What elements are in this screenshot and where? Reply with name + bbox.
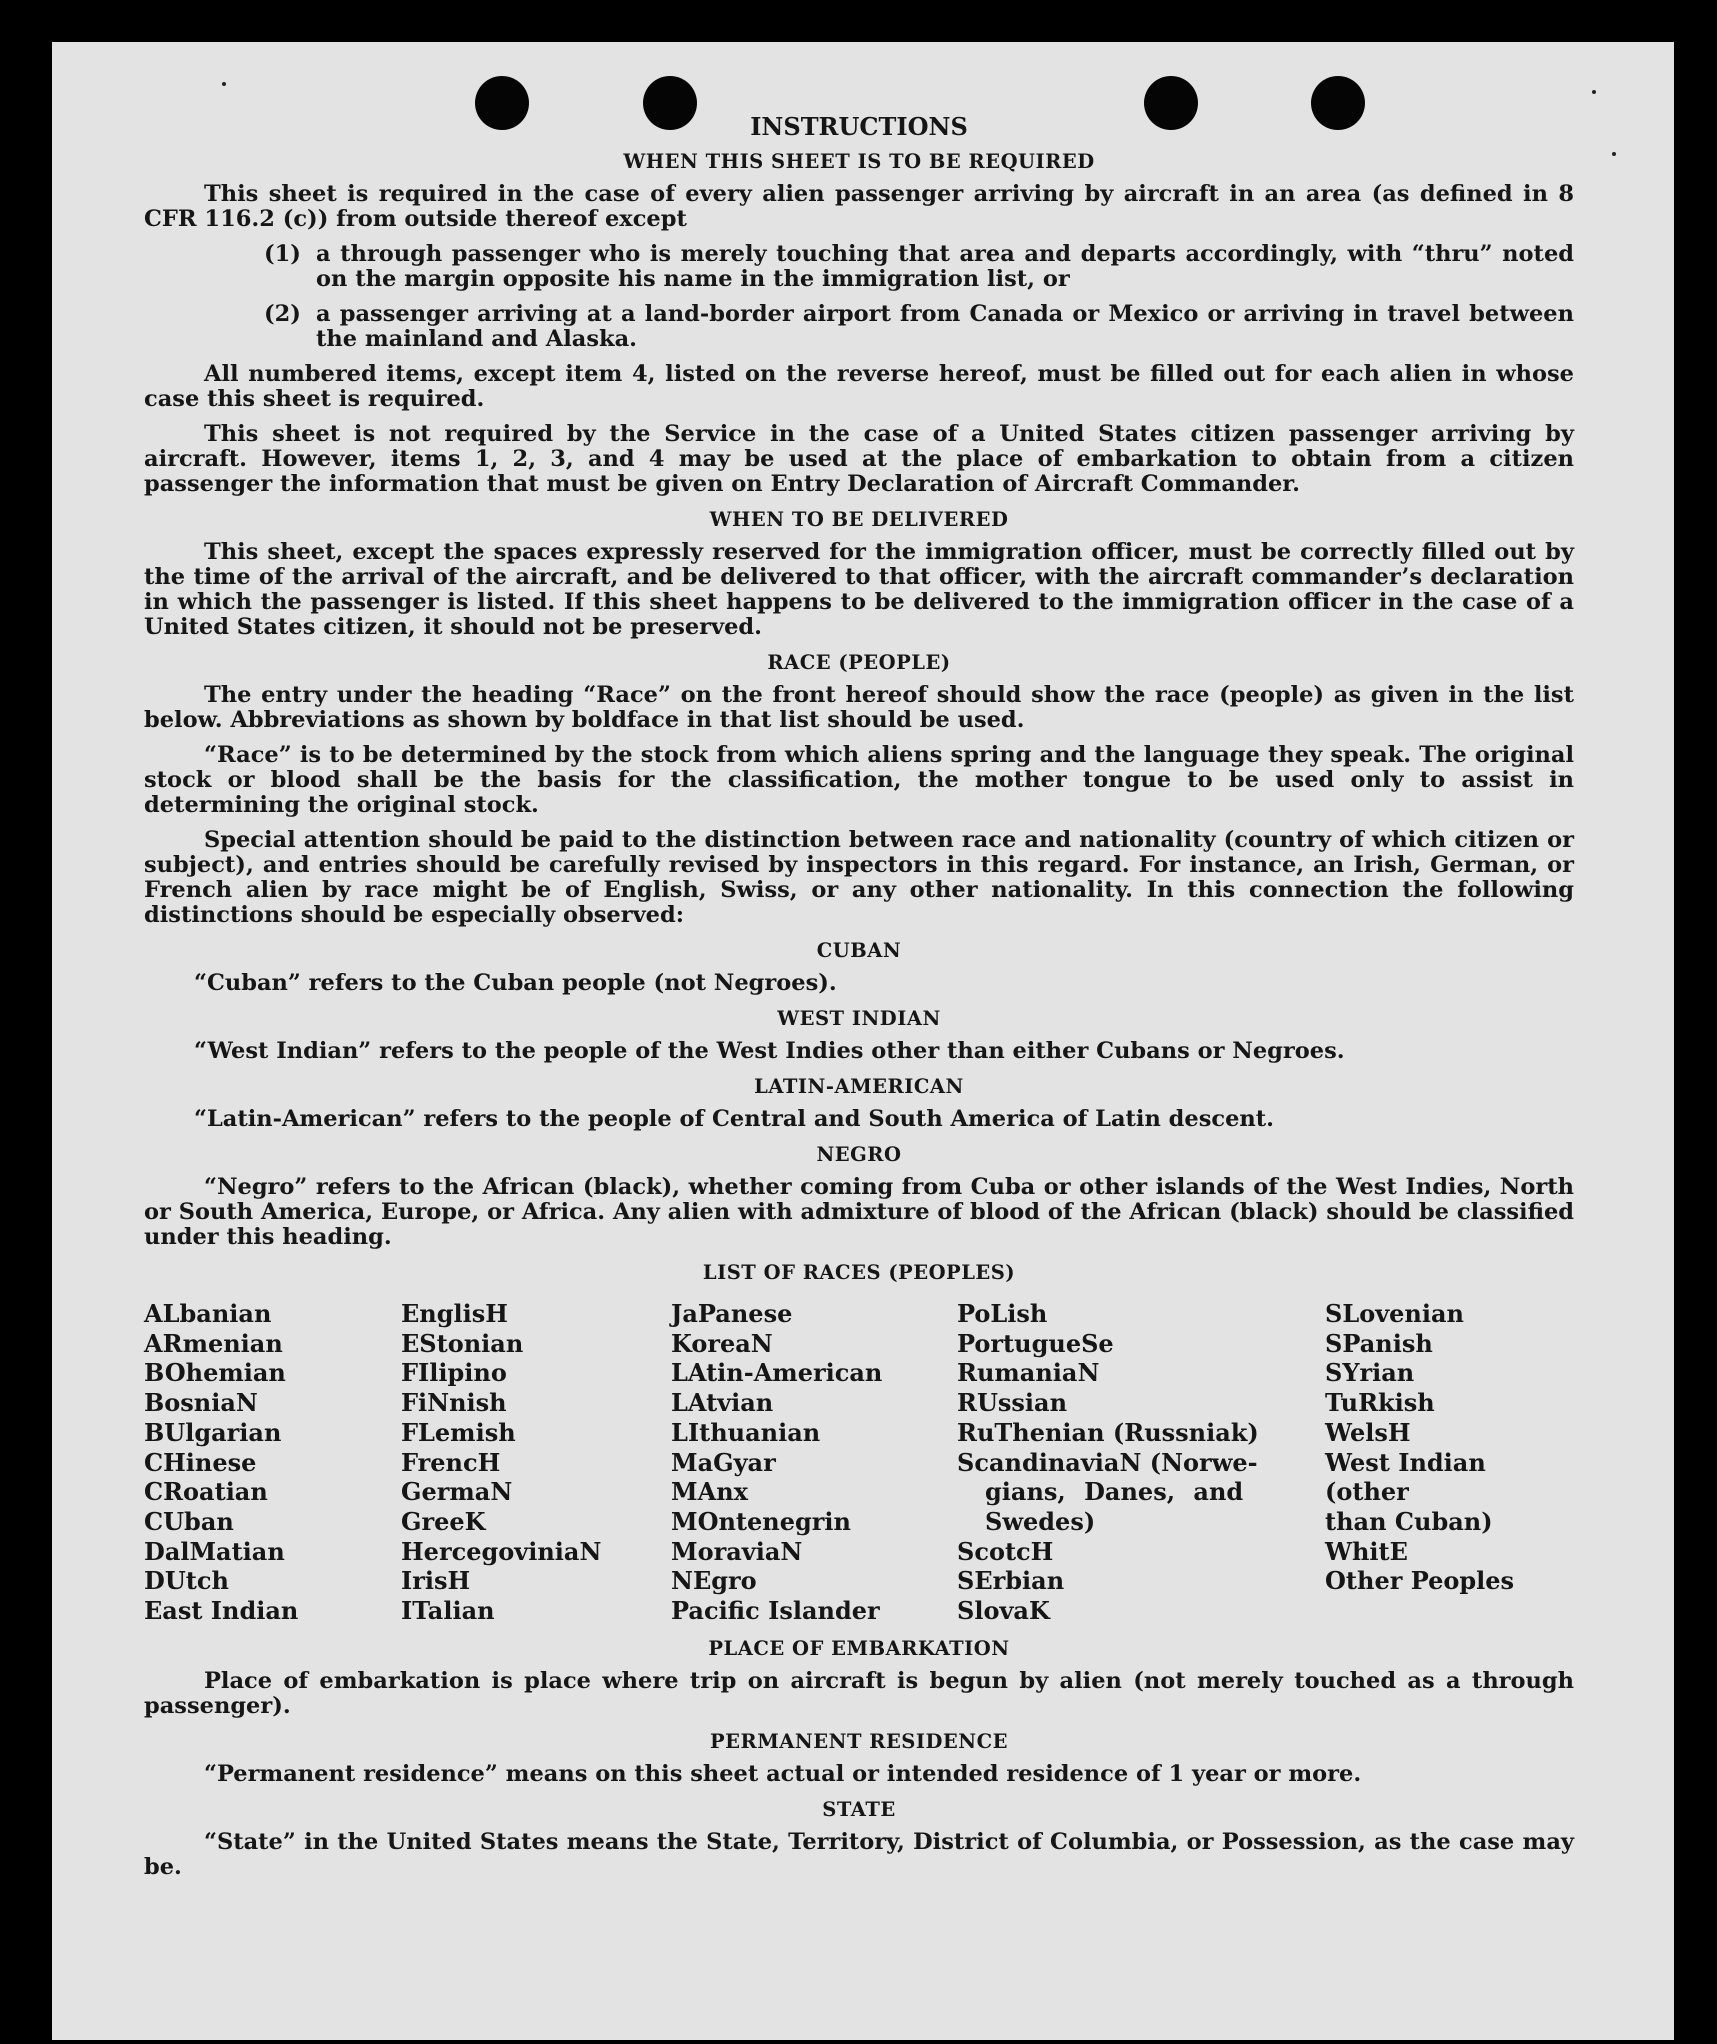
paragraph: Place of embarkation is place where trip on aircraft is begun by alien (not merely touched as a through passenger). xyxy=(144,1667,1574,1719)
race-entry: MaGyar xyxy=(671,1447,776,1477)
race-entry: MAnx xyxy=(671,1477,748,1507)
race-entry: GermaN xyxy=(401,1477,513,1507)
race-entry: gians, Danes, and xyxy=(985,1477,1244,1507)
race-entry: SlovaK xyxy=(957,1596,1050,1626)
race-entry: LAtin-American xyxy=(671,1358,883,1388)
race-entry: LIthuanian xyxy=(671,1417,821,1447)
item-number: (1) xyxy=(264,241,301,267)
section-heading: LATIN-AMERICAN xyxy=(754,1075,964,1098)
instructions-body xyxy=(144,114,1574,1890)
paragraph: “Negro” refers to the African (black), whether coming from Cuba or other islands of the West Indies, North or South America, Europe, or Africa. Any alien with admixture of blood of the African (black) should be classified under this heading. xyxy=(144,1174,1574,1250)
section-heading: WEST INDIAN xyxy=(777,1007,941,1030)
paper-speck xyxy=(1612,152,1616,156)
race-entry: KoreaN xyxy=(671,1328,773,1358)
race-entry: TuRkish xyxy=(1325,1388,1435,1418)
paragraph: This sheet, except the spaces expressly reserved for the immigration officer, must be correctly filled out by the time of the arrival of the aircraft, and be delivered to that officer, with the aircraft commander’s declaration in which the passenger is listed. If this sheet happens to be delivered to the immigration officer in the case of a United States citizen, it should not be preserved. xyxy=(144,539,1574,640)
race-entry: FLemish xyxy=(401,1417,516,1447)
paragraph: The entry under the heading “Race” on the front hereof should show the race (people) as given in the list below. Abbreviations as shown by boldface in that list should be used. xyxy=(144,682,1574,733)
race-entry: East Indian xyxy=(144,1596,299,1626)
race-entry: NEgro xyxy=(671,1566,757,1596)
race-entry: MoraviaN xyxy=(671,1536,803,1566)
section-heading: LIST OF RACES (PEOPLES) xyxy=(702,1261,1016,1284)
race-entry: SYrian xyxy=(1325,1358,1415,1388)
race-column xyxy=(1325,1299,1574,1626)
race-list xyxy=(144,1299,1574,1626)
document-sheet xyxy=(52,42,1674,2040)
race-entry: Pacific Islander xyxy=(671,1596,880,1626)
race-entry: EStonian xyxy=(401,1328,524,1358)
race-entry: Swedes) xyxy=(985,1506,1096,1536)
section-heading: WHEN TO BE DELIVERED xyxy=(709,508,1009,531)
race-entry: MOntenegrin xyxy=(671,1506,851,1536)
race-entry: BosniaN xyxy=(144,1388,258,1418)
race-entry: RUssian xyxy=(957,1388,1068,1418)
race-entry: GreeK xyxy=(401,1506,486,1536)
race-entry: SPanish xyxy=(1325,1328,1433,1358)
section-heading: WHEN THIS SHEET IS TO BE REQUIRED xyxy=(623,150,1095,173)
race-entry: CRoatian xyxy=(144,1477,268,1507)
race-entry: Other Peoples xyxy=(1325,1566,1515,1596)
race-entry: West Indian (other xyxy=(1325,1447,1486,1507)
race-entry: DalMatian xyxy=(144,1536,285,1566)
race-column xyxy=(671,1299,957,1626)
paragraph: “West Indian” refers to the people of the West Indies other than either Cubans or Negroes. xyxy=(194,1038,1345,1064)
race-entry: LAtvian xyxy=(671,1388,774,1418)
race-entry: WhitE xyxy=(1325,1536,1408,1566)
paragraph: “Race” is to be determined by the stock from which aliens spring and the language they speak. The original stock or blood shall be the basis for the classification, the mother tongue to be used only to assist in determining the original stock. xyxy=(144,742,1574,818)
race-entry: RuThenian (Russniak) xyxy=(957,1417,1259,1447)
paragraph: Special attention should be paid to the distinction between race and nationality (country of which citizen or subject), and entries should be carefully revised by inspectors in this regard. For instance, an Irish, German, or French alien by race might be of English, Swiss, or any other nationality. In this connection the following distinctions should be especially observed: xyxy=(144,827,1574,928)
race-entry: ITalian xyxy=(401,1596,495,1626)
race-entry: ALbanian xyxy=(144,1299,272,1328)
paragraph: “Permanent residence” means on this sheet actual or intended residence of 1 year or more. xyxy=(204,1760,1362,1787)
race-entry: EnglisH xyxy=(401,1299,508,1328)
race-entry: WelsH xyxy=(1325,1417,1411,1447)
race-entry: HercegoviniaN xyxy=(401,1536,602,1566)
race-entry: JaPanese xyxy=(671,1299,793,1328)
paragraph: “State” in the United States means the State, Territory, District of Columbia, or Possession, as the case may be. xyxy=(144,1828,1574,1880)
section-heading: CUBAN xyxy=(816,939,902,962)
item-number: (2) xyxy=(264,301,301,327)
race-entry: SErbian xyxy=(957,1566,1065,1596)
item-text: a passenger arriving at a land-border airport from Canada or Mexico or arriving in travel between the mainland and Alaska. xyxy=(316,301,1574,352)
paragraph: All numbered items, except item 4, listed on the reverse hereof, must be filled out for each alien in whose case this sheet is required. xyxy=(144,361,1574,412)
section-heading: PERMANENT RESIDENCE xyxy=(709,1729,1008,1753)
section-heading: RACE (PEOPLE) xyxy=(767,651,951,674)
race-entry: BOhemian xyxy=(144,1358,286,1388)
race-column xyxy=(144,1299,401,1626)
section-heading: PLACE OF EMBARKATION xyxy=(708,1636,1010,1660)
section-heading: NEGRO xyxy=(816,1143,902,1166)
race-entry: ScotcH xyxy=(957,1536,1054,1566)
race-entry: IrisH xyxy=(401,1566,471,1596)
page-title: INSTRUCTIONS xyxy=(750,112,968,141)
race-entry: CHinese xyxy=(144,1447,257,1477)
race-column xyxy=(401,1299,671,1626)
race-entry: DUtch xyxy=(144,1566,229,1596)
race-entry: FiNnish xyxy=(401,1388,507,1418)
paragraph: “Cuban” refers to the Cuban people (not Negroes). xyxy=(194,970,837,996)
item-text: a through passenger who is merely touching that area and departs accordingly, with “thru” noted on the margin opposite his name in the immigration list, or xyxy=(316,241,1574,292)
race-entry: SLovenian xyxy=(1325,1299,1464,1328)
race-entry: ARmenian xyxy=(144,1328,283,1358)
section-heading: STATE xyxy=(822,1797,896,1821)
race-entry: FrencH xyxy=(401,1447,501,1477)
race-entry: than Cuban) xyxy=(1325,1506,1493,1536)
race-entry: RumaniaN xyxy=(957,1358,1100,1388)
exception-item xyxy=(264,242,1574,292)
race-entry: PortugueSe xyxy=(957,1328,1114,1358)
race-entry: BUlgarian xyxy=(144,1417,282,1447)
paper-speck xyxy=(222,82,226,86)
race-entry: FIlipino xyxy=(401,1358,507,1388)
race-entry: PoLish xyxy=(957,1299,1048,1328)
race-column xyxy=(957,1299,1325,1626)
paragraph: “Latin-American” refers to the people of Central and South America of Latin descent. xyxy=(194,1106,1274,1132)
when-required-intro: This sheet is required in the case of every alien passenger arriving by aircraft in an area (as defined in 8 CFR 116.2 (c)) from outside thereof except xyxy=(144,181,1574,232)
exception-item xyxy=(264,302,1574,352)
race-entry: ScandinaviaN (Norwe- xyxy=(957,1447,1258,1477)
paragraph: This sheet is not required by the Service in the case of a United States citizen passenger arriving by aircraft. However, items 1, 2, 3, and 4 may be used at the place of embarkation to obtain from a citizen passenger the information that must be given on Entry Declaration of Aircraft Commander. xyxy=(144,421,1574,497)
paper-speck xyxy=(1592,90,1596,94)
race-entry: CUban xyxy=(144,1506,234,1536)
